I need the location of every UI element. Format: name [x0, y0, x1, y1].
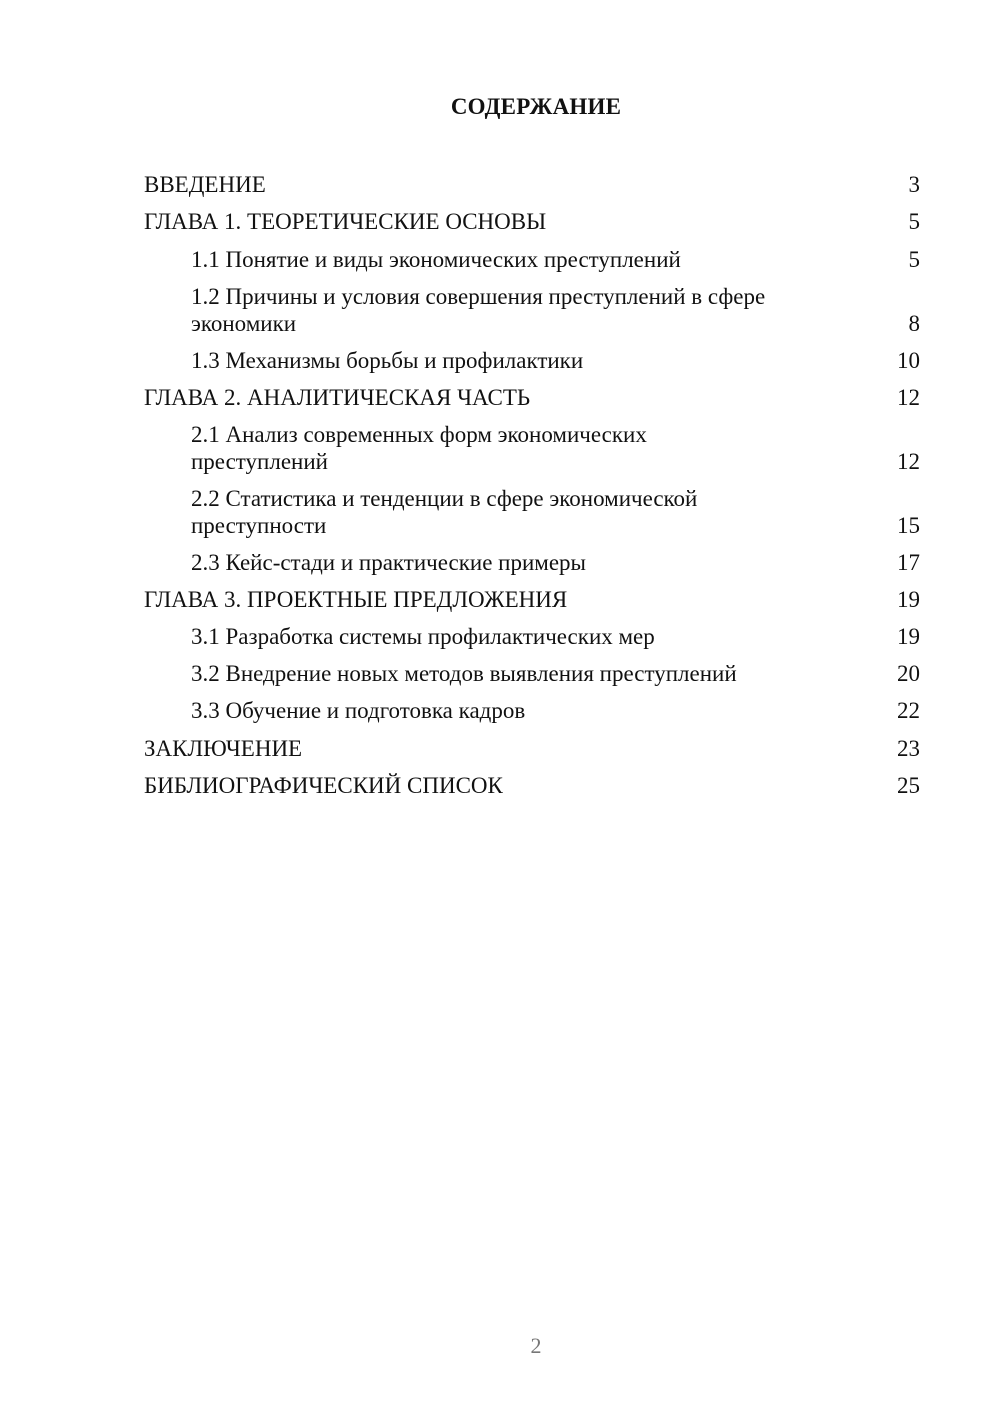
toc-entry-page: 23 — [897, 736, 920, 761]
toc-entry-label: 1.1 Понятие и виды экономических преступлений — [191, 247, 681, 272]
toc-entry-label: 2.3 Кейс-стади и практические примеры — [191, 550, 586, 575]
toc-entry-label: БИБЛИОГРАФИЧЕСКИЙ СПИСОК — [144, 773, 503, 798]
toc-entry-page: 12 — [897, 449, 920, 474]
toc-entry-page: 3 — [908, 172, 920, 197]
toc-entry-conclusion — [144, 735, 920, 762]
toc-entry-section-2-3 — [144, 549, 920, 576]
toc-entry-label: ГЛАВА 2. АНАЛИТИЧЕСКАЯ ЧАСТЬ — [144, 385, 531, 410]
toc-entry-label: ГЛАВА 1. ТЕОРЕТИЧЕСКИЕ ОСНОВЫ — [144, 209, 547, 234]
toc-entry-page: 19 — [897, 587, 920, 612]
toc-entry-section-3-1 — [144, 623, 920, 650]
toc-entry-label-line: 2.1 Анализ современных форм экономических — [191, 422, 647, 447]
toc-entry-section-3-2 — [144, 660, 920, 687]
toc-entry-label: ГЛАВА 3. ПРОЕКТНЫЕ ПРЕДЛОЖЕНИЯ — [144, 587, 568, 612]
toc-entry-label-line: экономики — [191, 311, 297, 336]
toc-entry-label: 3.3 Обучение и подготовка кадров — [191, 698, 526, 723]
toc-entry-label — [191, 283, 765, 337]
toc-entry-page: 19 — [897, 624, 920, 649]
toc-entry-section-1-1 — [144, 246, 920, 273]
toc-entry-introduction — [144, 171, 920, 198]
toc-entry-label-line: 1.2 Причины и условия совершения преступлений в сфере — [191, 284, 766, 309]
toc-entry-label — [191, 485, 697, 539]
toc-entry-page: 20 — [897, 661, 920, 686]
toc-entry-page: 8 — [908, 311, 920, 336]
toc-entry-chapter-1 — [144, 208, 920, 235]
toc-entry-page: 5 — [908, 209, 920, 234]
toc-entry-section-2-2 — [144, 485, 920, 539]
toc-entry-chapter-3 — [144, 586, 920, 613]
toc-entry-label: 1.3 Механизмы борьбы и профилактики — [191, 348, 584, 373]
toc-entry-section-3-3 — [144, 697, 920, 724]
toc-entry-page: 5 — [908, 247, 920, 272]
toc-entry-page: 17 — [897, 550, 920, 575]
toc-entry-page: 12 — [897, 385, 920, 410]
toc-entry-page: 15 — [897, 513, 920, 538]
toc-entry-label-line: преступлений — [191, 449, 328, 474]
toc-entry-page: 10 — [897, 348, 920, 373]
toc-entry-page: 25 — [897, 773, 920, 798]
toc-entry-chapter-2 — [144, 384, 920, 411]
toc-entry-label-line: 2.2 Статистика и тенденции в сфере экономической — [191, 486, 698, 511]
toc-entry-label: ЗАКЛЮЧЕНИЕ — [144, 736, 303, 761]
toc-entry-bibliography — [144, 772, 920, 799]
toc-entry-label: ВВЕДЕНИЕ — [144, 172, 266, 197]
toc-entry-label-line: преступности — [191, 513, 327, 538]
toc-entry-section-1-3 — [144, 347, 920, 374]
toc-entry-label: 3.1 Разработка системы профилактических мер — [191, 624, 655, 649]
toc-entry-label — [191, 421, 647, 475]
page-number: 2 — [530, 1333, 542, 1358]
toc-entry-section-2-1 — [144, 421, 920, 475]
page-title: СОДЕРЖАНИЕ — [450, 94, 622, 119]
toc-entry-label: 3.2 Внедрение новых методов выявления преступлений — [191, 661, 737, 686]
toc-entry-page: 22 — [897, 698, 920, 723]
toc-entry-section-1-2 — [144, 283, 920, 337]
